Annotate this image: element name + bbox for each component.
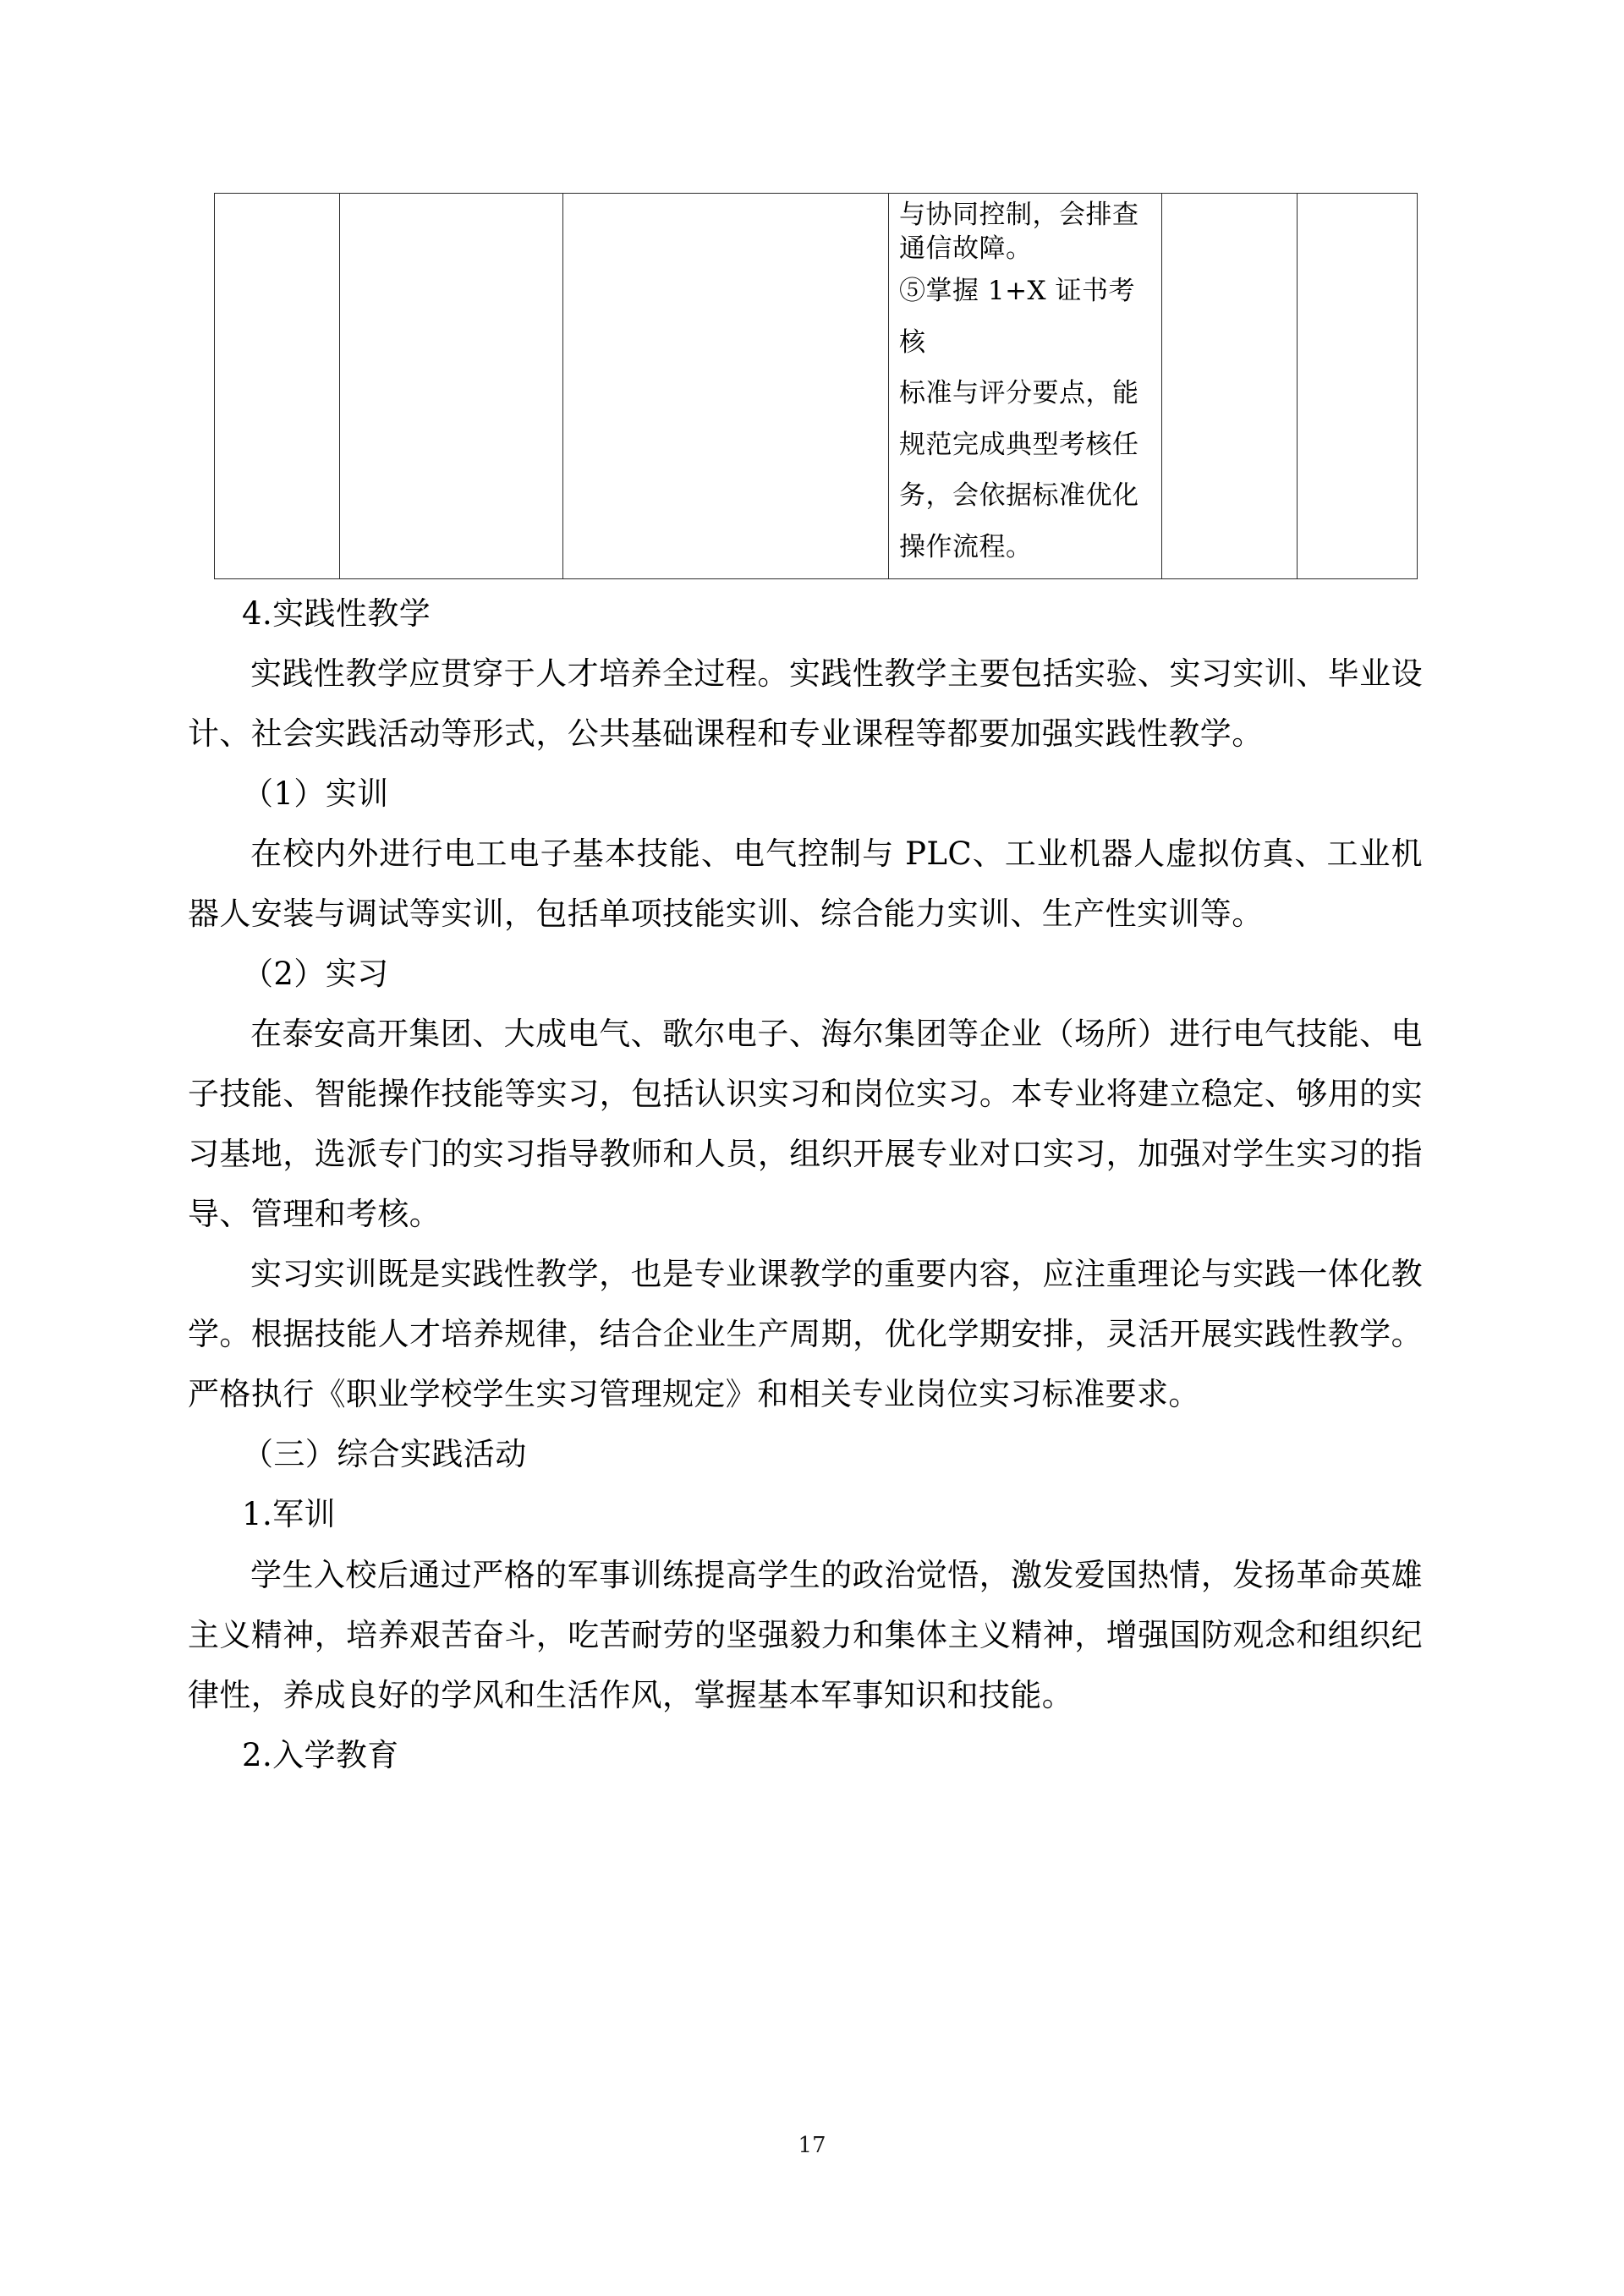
table-cell-requirements <box>889 194 1162 579</box>
para-military: 学生入校后通过严格的军事训练提高学生的政治觉悟，激发爱国热情，发扬革命英雄主义精神，培养艰苦奋斗，吃苦耐劳的坚强毅力和集体主义精神，增强国防观念和组织纪律性，养成良好的学风和生活作风，掌握基本军事知识和技能。 <box>188 1556 1423 1713</box>
cell-line-7: 操作流程。 <box>899 531 1033 562</box>
heading-orientation: 2.入学教育 <box>242 1736 399 1773</box>
heading-practical-teaching: 4.实践性教学 <box>242 595 431 632</box>
table-cell-requirements-text <box>889 194 1161 578</box>
table-cell-col2 <box>340 194 563 579</box>
cell-line-5: 规范完成典型考核任 <box>899 429 1139 460</box>
cell-line-4: 标准与评分要点，能 <box>899 378 1139 409</box>
cell-line-6: 务，会依据标准优化 <box>899 480 1139 512</box>
table-cell-col3 <box>563 194 889 579</box>
table-cell-col6 <box>1298 194 1418 579</box>
table-cell-col1 <box>215 194 340 579</box>
table-cell-col5-text <box>1162 194 1297 204</box>
para-training: 在校内外进行电工电子基本技能、电气控制与 PLC、工业机器人虚拟仿真、工业机器人安装与调试等实训，包括单项技能实训、综合能力实训、生产性实训等。 <box>188 836 1423 933</box>
table-cell-col2-text <box>340 194 562 204</box>
curriculum-table <box>214 193 1418 579</box>
cell-line-3: ⑤掌握 1+X 证书考核 <box>899 276 1135 358</box>
table-cell-col1-text <box>215 194 339 204</box>
continued-table <box>214 193 1412 579</box>
para-practical-teaching: 实践性教学应贯穿于人才培养全过程。实践性教学主要包括实验、实习实训、毕业设计、社会实践活动等形式，公共基础课程和专业课程等都要加强实践性教学。 <box>188 655 1423 753</box>
table-row <box>215 194 1418 579</box>
para-internship-2: 实习实训既是实践性教学，也是专业课教学的重要内容，应注重理论与实践一体化教学。根据技能人才培养规律，结合企业生产周期，优化学期安排，灵活开展实践性教学。严格执行《职业学校学生实习管理规定》和相关专业岗位实习标准要求。 <box>188 1256 1423 1413</box>
heading-comprehensive: （三）综合实践活动 <box>242 1436 527 1473</box>
cell-line-2: 通信故障。 <box>899 233 1033 264</box>
heading-internship: （2）实习 <box>242 956 389 993</box>
cell-line-1: 与协同控制，会排查 <box>899 200 1139 230</box>
heading-military: 1.军训 <box>242 1496 336 1533</box>
page-number: 17 <box>798 2133 826 2158</box>
table-cell-col5 <box>1162 194 1298 579</box>
document-body <box>188 584 1423 1785</box>
heading-training: （1）实训 <box>242 775 389 813</box>
table-cell-col3-text <box>563 194 888 204</box>
table-cell-col6-text <box>1298 194 1417 204</box>
para-internship-1: 在泰安高开集团、大成电气、歌尔电子、海尔集团等企业（场所）进行电气技能、电子技能、智能操作技能等实习，包括认识实习和岗位实习。本专业将建立稳定、够用的实习基地，选派专门的实习指导教师和人员，组织开展专业对口实习，加强对学生实习的指导、管理和考核。 <box>188 1016 1423 1233</box>
